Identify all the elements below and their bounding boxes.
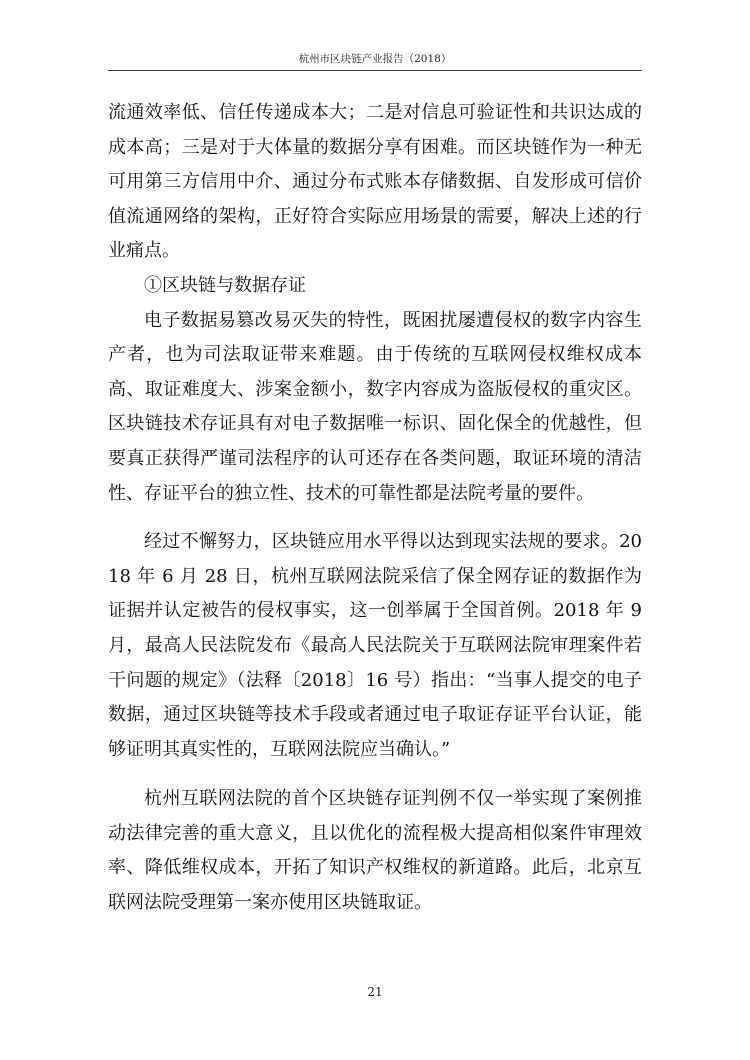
paragraph-court-ruling: 经过不懈努力，区块链应用水平得以达到现实法规的要求。2018 年 6 月 28 日，杭州互联网法院采信了保全网存证的数据作为证据并认定被告的侵权事实，这一创举属于全国首例。2018 年 9 月，最高人民法院发布《最高人民法院关于互联网法院审理案件若干问题的规定》（法释〔2018〕16 号）指出：“当事人提交的电子数据，通过区块链等技术手段或者通过电子取证存证平台认证，能够证明其真实性的，互联网法院应当确认。” [108,531,642,760]
paragraph-continued: 流通效率低、信任传递成本大；二是对信息可验证性和共识达成的成本高；三是对于大体量的数据分享有困难。而区块链作为一种无可用第三方信用中介、通过分布式账本存储数据、自发形成可信价值流通网络的架构，正好符合实际应用场景的需要，解决上述的行业痛点。 [108,102,642,262]
paragraph-precedent: 杭州互联网法院的首个区块链存证判例不仅一举实现了案例推动法律完善的重大意义，且以优化的流程极大提高相似案件审理效率、降低维权成本，开拓了知识产权维权的新道路。此后，北京互联网法院受理第一案亦使用区块链取证。 [108,788,642,914]
section-heading: ①区块链与数据存证 [144,274,306,296]
paragraph-data-evidence: 电子数据易篡改易灭失的特性，既困扰屡遭侵权的数字内容生产者，也为司法取证带来难题。由于传统的互联网侵权维权成本高、取证难度大、涉案金额小，数字内容成为盗版侵权的重灾区。区块链技术存证具有对电子数据唯一标识、固化保全的优越性，但要真正获得严谨司法程序的认可还存在各类问题，取证环境的清洁性、存证平台的独立性、技术的可靠性都是法院考量的要件。 [108,309,642,504]
page-body [108,96,642,921]
page-number: 21 [367,985,383,999]
running-header: 杭州市区块链产业报告（2018） [108,52,642,71]
paragraph-spacer [108,767,642,782]
paragraph-spacer [108,511,642,525]
